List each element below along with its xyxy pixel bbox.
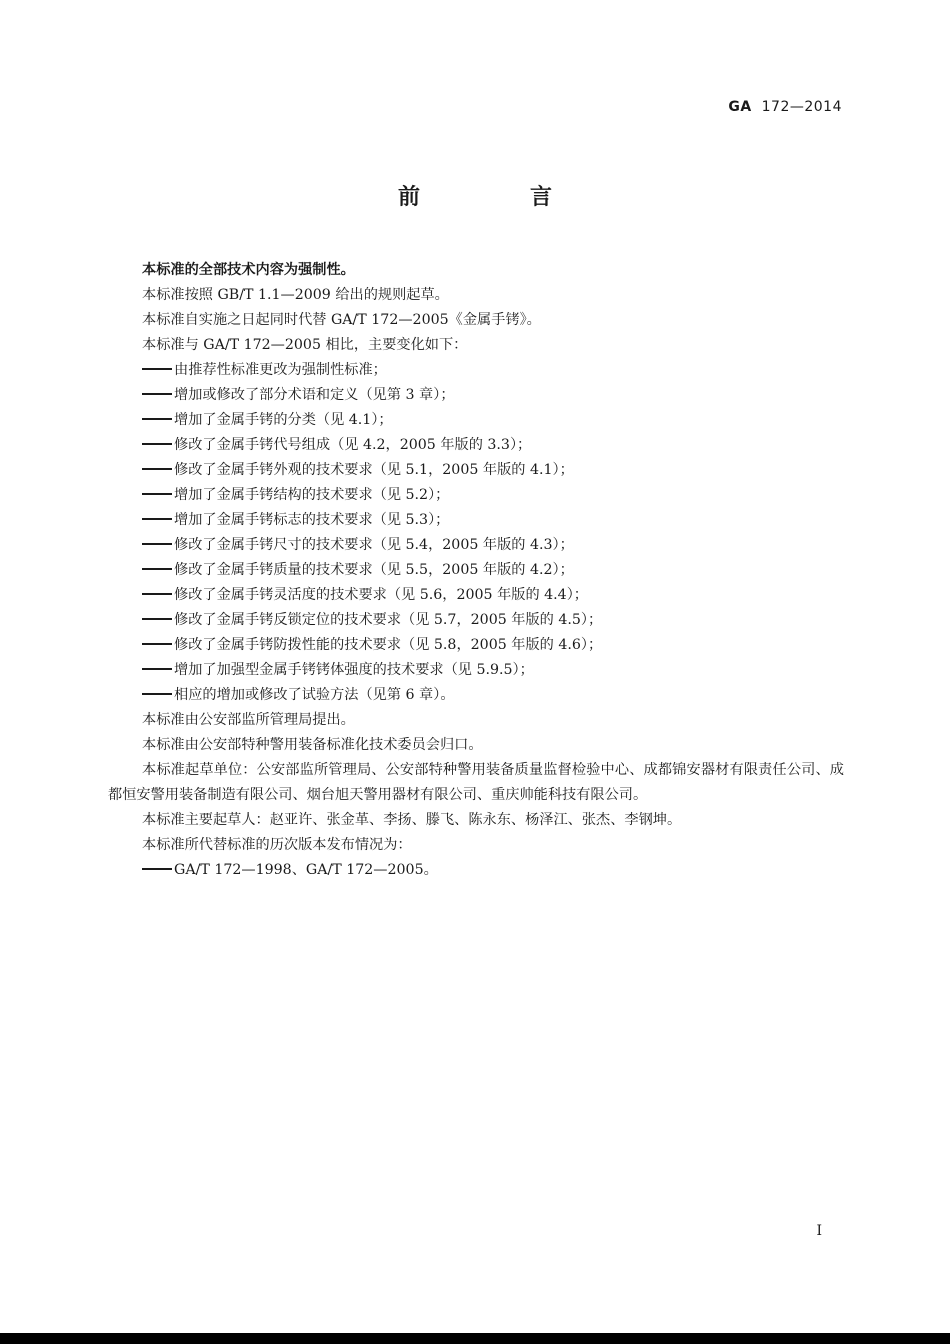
paragraph-drafters: 本标准主要起草人：赵亚许、张金革、李扬、滕飞、陈永东、杨泽江、张杰、李钢坤。 — [142, 812, 682, 828]
dash-mark — [142, 368, 172, 370]
change-item: 增加了金属手铐结构的技术要求（见 5.2）； — [108, 483, 844, 508]
dash-mark — [142, 593, 172, 595]
change-item: 修改了金属手铐质量的技术要求（见 5.5，2005 年版的 4.2）； — [108, 558, 844, 583]
paragraph-replaces: 本标准自实施之日起同时代替 GA/T 172—2005《金属手铐》。 — [142, 312, 541, 328]
dash-mark — [142, 568, 172, 570]
bottom-edge-bar — [0, 1333, 950, 1344]
dash-mark — [142, 543, 172, 545]
change-item: 修改了金属手铐外观的技术要求（见 5.1，2005 年版的 4.1）； — [108, 458, 844, 483]
dash-mark — [142, 618, 172, 620]
standard-number: 172—2014 — [761, 99, 842, 115]
history-item: GA/T 172—1998、GA/T 172—2005。 — [108, 858, 844, 883]
paragraph-proposed-by: 本标准由公安部监所管理局提出。 — [142, 712, 355, 728]
dash-mark — [142, 693, 172, 695]
page-title: 前 言 — [397, 185, 596, 210]
paragraph-mandatory: 本标准的全部技术内容为强制性。 — [142, 262, 355, 278]
dash-mark — [142, 493, 172, 495]
change-item: 由推荐性标准更改为强制性标准； — [108, 358, 844, 383]
change-item: 修改了金属手铐尺寸的技术要求（见 5.4，2005 年版的 4.3）； — [108, 533, 844, 558]
change-item: 增加或修改了部分术语和定义（见第 3 章）； — [108, 383, 844, 408]
dash-mark — [142, 868, 172, 870]
paragraph-changes-intro: 本标准与 GA/T 172—2005 相比，主要变化如下： — [142, 337, 468, 353]
paragraph-centralized-by: 本标准由公安部特种警用装备标准化技术委员会归口。 — [142, 737, 483, 753]
change-item: 修改了金属手铐反锁定位的技术要求（见 5.7，2005 年版的 4.5）； — [108, 608, 844, 633]
change-item: 增加了金属手铐的分类（见 4.1）； — [108, 408, 844, 433]
dash-mark — [142, 443, 172, 445]
document-body — [108, 258, 844, 883]
standard-code — [728, 99, 842, 115]
change-item: 修改了金属手铐代号组成（见 4.2，2005 年版的 3.3）； — [108, 433, 844, 458]
dash-mark — [142, 468, 172, 470]
paragraph-drafting-rules: 本标准按照 GB/T 1.1—2009 给出的规则起草。 — [142, 287, 449, 303]
dash-mark — [142, 643, 172, 645]
change-item: 修改了金属手铐灵活度的技术要求（见 5.6，2005 年版的 4.4）； — [108, 583, 844, 608]
dash-mark — [142, 393, 172, 395]
dash-mark — [142, 418, 172, 420]
change-item: 修改了金属手铐防拨性能的技术要求（见 5.8，2005 年版的 4.6）； — [108, 633, 844, 658]
dash-mark — [142, 668, 172, 670]
change-item: 增加了金属手铐标志的技术要求（见 5.3）； — [108, 508, 844, 533]
change-item: 增加了加强型金属手铐铐体强度的技术要求（见 5.9.5）； — [108, 658, 844, 683]
paragraph-drafting-units: 本标准起草单位：公安部监所管理局、公安部特种警用装备质量监督检验中心、成都锦安器材有限责任公司、成都恒安警用装备制造有限公司、烟台旭天警用器材有限公司、重庆帅能科技有限公司。 — [108, 762, 844, 803]
standard-prefix: GA — [728, 99, 752, 115]
page-number: I — [816, 1223, 822, 1239]
paragraph-history-intro: 本标准所代替标准的历次版本发布情况为： — [142, 837, 412, 853]
dash-mark — [142, 518, 172, 520]
change-item: 相应的增加或修改了试验方法（见第 6 章）。 — [108, 683, 844, 708]
